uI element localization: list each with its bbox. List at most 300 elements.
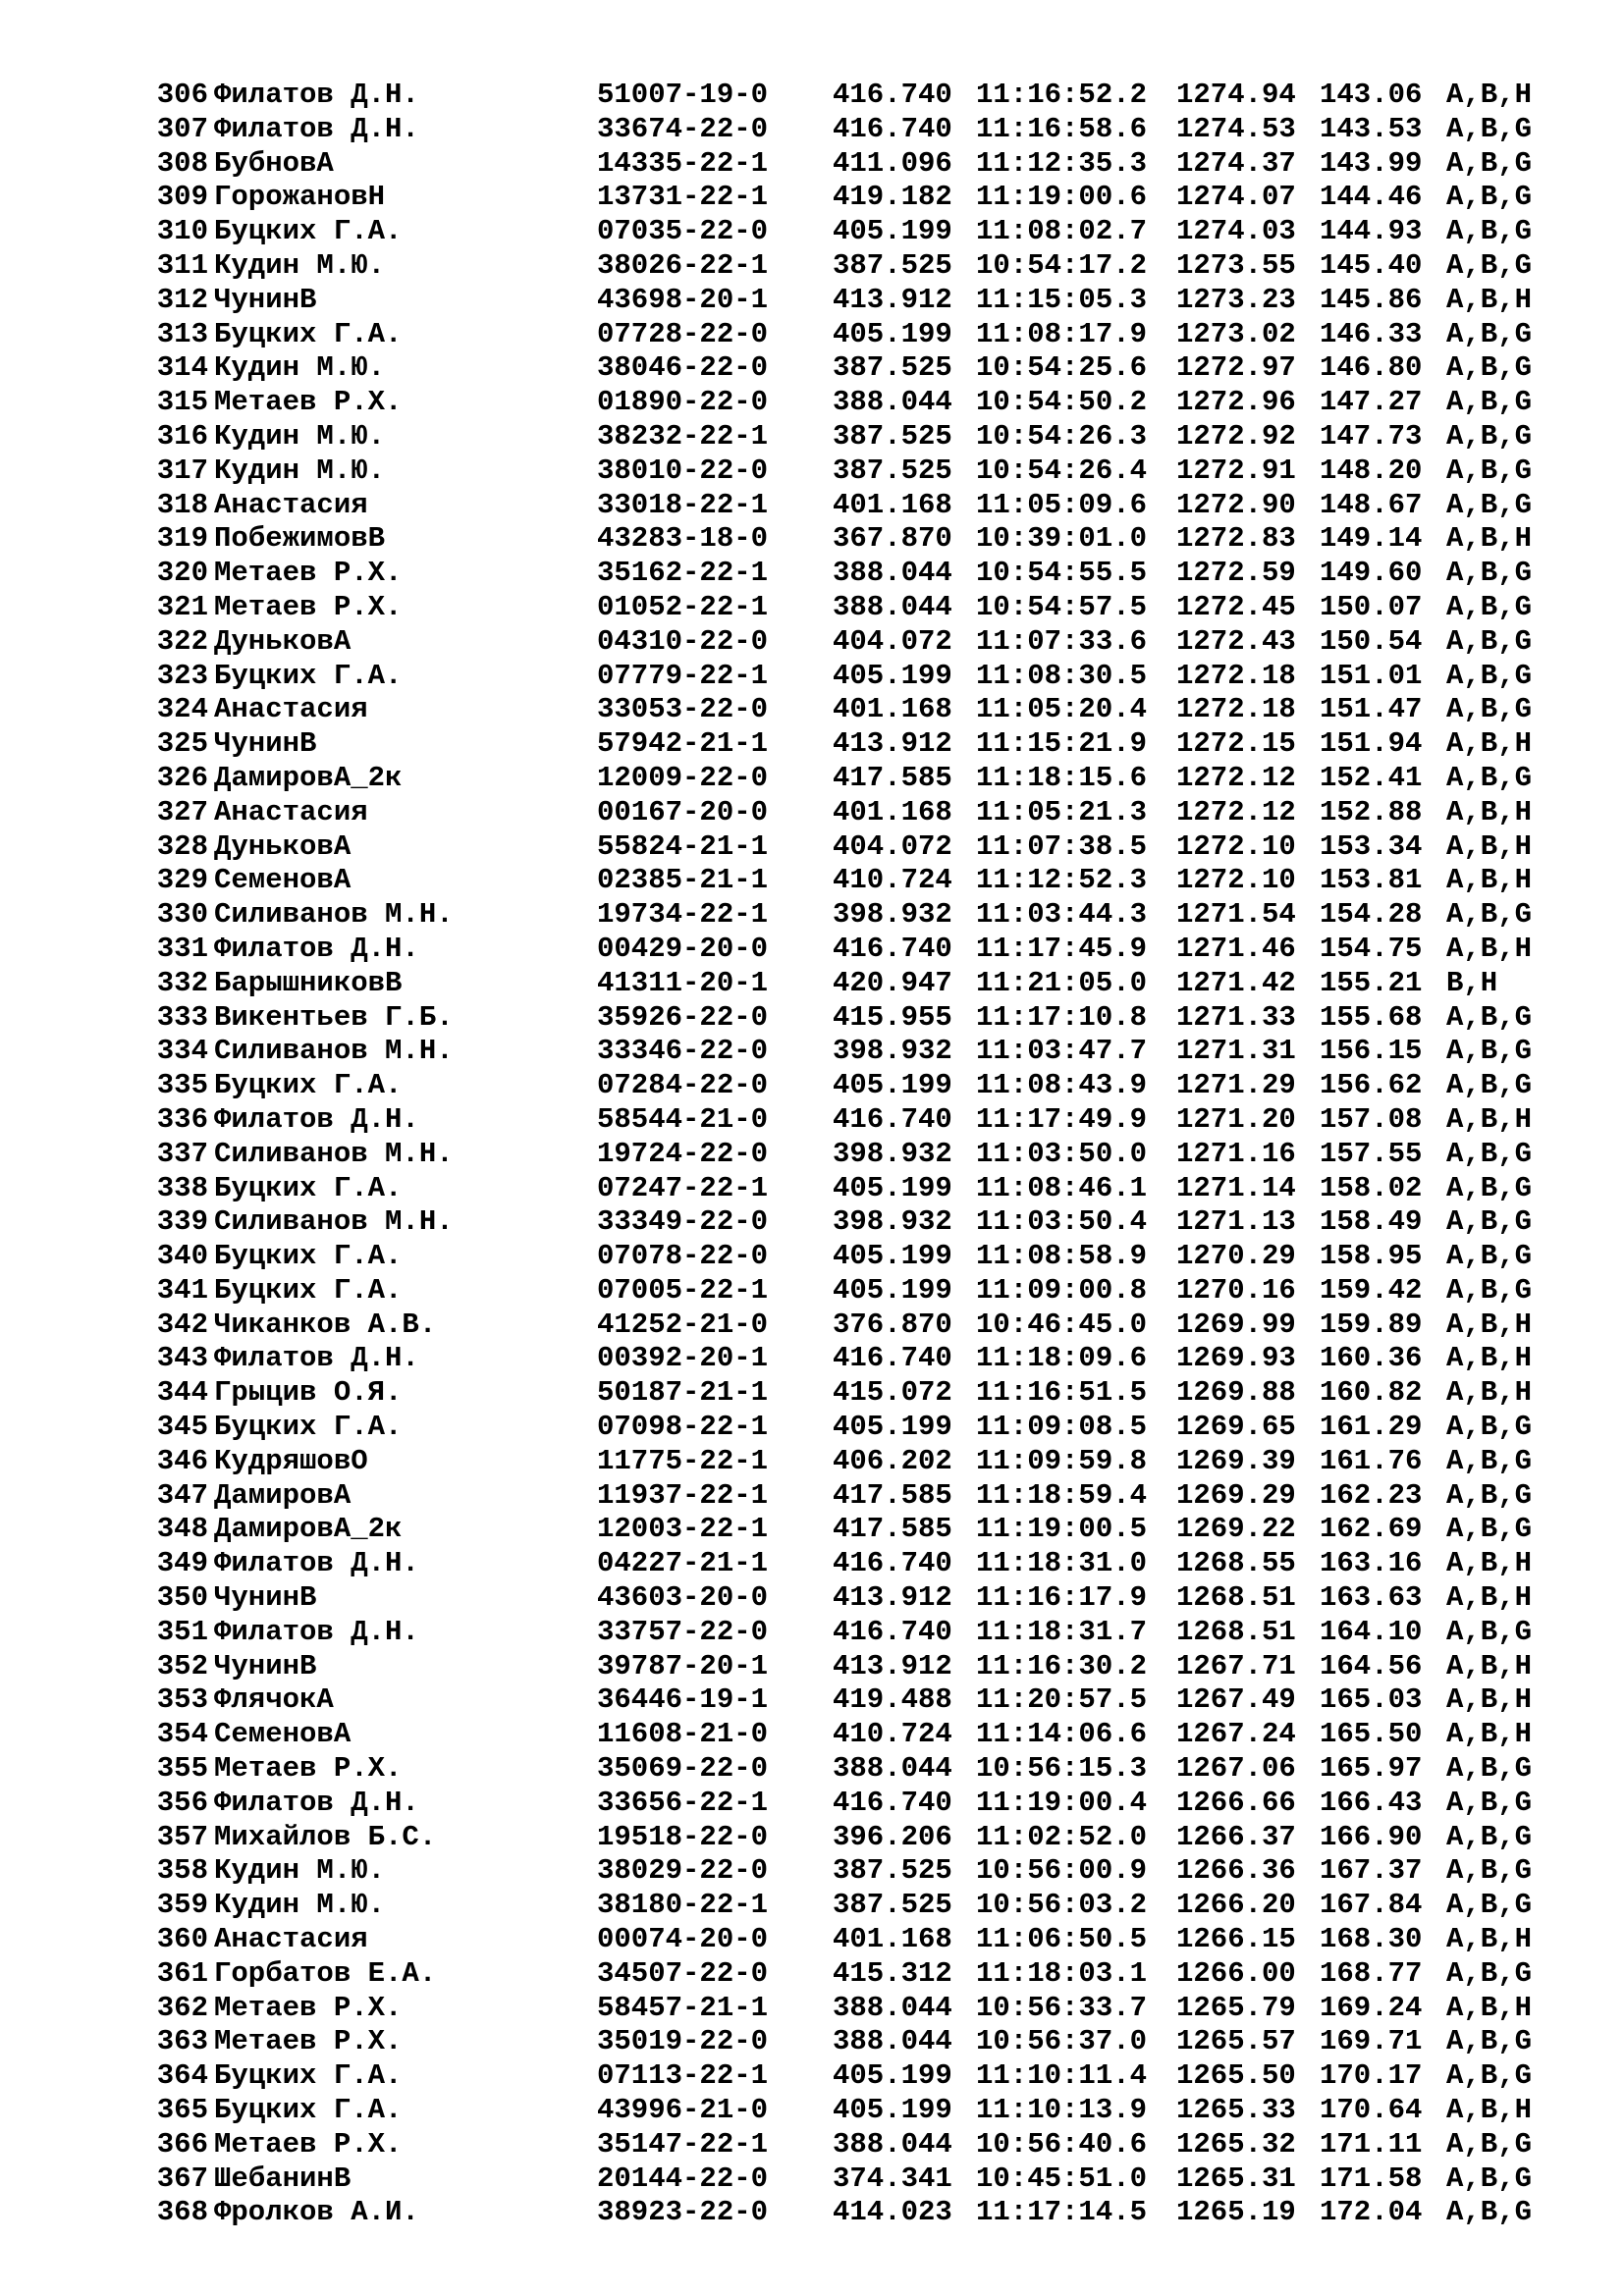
object-code: 43698-20-1 <box>597 283 769 316</box>
observer-name: Филатов Д.Н. <box>214 1786 419 1819</box>
object-code: 58544-21-0 <box>597 1102 769 1136</box>
rank: 350 <box>156 1581 208 1615</box>
delta: 165.50 <box>1320 1718 1423 1751</box>
delta: 146.33 <box>1320 317 1423 350</box>
delta: 152.88 <box>1320 795 1423 828</box>
rank: 339 <box>156 1205 208 1239</box>
frequency: 415.072 <box>833 1376 952 1410</box>
flags: A,B,G <box>1446 351 1533 385</box>
flags: A,B,G <box>1446 1035 1533 1068</box>
frequency: 417.585 <box>833 1478 952 1512</box>
time: 11:03:50.4 <box>976 1205 1148 1239</box>
rank: 320 <box>156 557 208 590</box>
rank: 315 <box>156 386 208 419</box>
frequency: 404.072 <box>833 829 952 863</box>
delta: 169.71 <box>1320 2025 1423 2058</box>
observer-name: Викентьев Г.Б. <box>214 1000 454 1034</box>
object-code: 38923-22-0 <box>597 2196 769 2229</box>
rank: 337 <box>156 1137 208 1170</box>
frequency: 398.932 <box>833 898 952 932</box>
delta: 145.40 <box>1320 248 1423 282</box>
rank: 336 <box>156 1102 208 1136</box>
rank: 359 <box>156 1889 208 1922</box>
result-row <box>0 454 1624 489</box>
flags: A,B,H <box>1446 932 1533 965</box>
time: 11:18:31.7 <box>976 1615 1148 1648</box>
flags: A,B,G <box>1446 1820 1533 1853</box>
time: 11:16:52.2 <box>976 79 1148 111</box>
score: 1265.79 <box>1176 1991 1296 2024</box>
time: 11:15:21.9 <box>976 727 1148 761</box>
object-code: 04227-21-1 <box>597 1547 769 1580</box>
rank: 363 <box>156 2025 208 2058</box>
observer-name: Буцких Г.А. <box>214 1273 403 1307</box>
object-code: 35069-22-0 <box>597 1752 769 1786</box>
time: 10:54:55.5 <box>976 557 1148 590</box>
flags: A,B,G <box>1446 1205 1533 1239</box>
frequency: 420.947 <box>833 966 952 999</box>
frequency: 410.724 <box>833 864 952 897</box>
observer-name: Буцких Г.А. <box>214 2059 403 2093</box>
result-row <box>0 727 1624 762</box>
result-row <box>0 762 1624 796</box>
frequency: 401.168 <box>833 795 952 828</box>
frequency: 405.199 <box>833 1069 952 1102</box>
object-code: 00429-20-0 <box>597 932 769 965</box>
score: 1270.29 <box>1176 1240 1296 1273</box>
observer-name: ДуньковА <box>214 624 352 658</box>
time: 11:20:57.5 <box>976 1683 1148 1717</box>
delta: 149.60 <box>1320 557 1423 590</box>
observer-name: Буцких Г.А. <box>214 215 403 248</box>
score: 1270.16 <box>1176 1273 1296 1307</box>
frequency: 398.932 <box>833 1035 952 1068</box>
object-code: 00167-20-0 <box>597 795 769 828</box>
result-row <box>0 660 1624 694</box>
time: 10:54:57.5 <box>976 590 1148 623</box>
flags: A,B,H <box>1446 1342 1533 1375</box>
score: 1271.33 <box>1176 1000 1296 1034</box>
score: 1267.06 <box>1176 1752 1296 1786</box>
score: 1272.15 <box>1176 727 1296 761</box>
delta: 155.21 <box>1320 966 1423 999</box>
object-code: 00392-20-1 <box>597 1342 769 1375</box>
observer-name: Буцких Г.А. <box>214 1069 403 1102</box>
time: 11:12:35.3 <box>976 146 1148 180</box>
result-row <box>0 625 1624 660</box>
rank: 326 <box>156 761 208 794</box>
frequency: 405.199 <box>833 1240 952 1273</box>
rank: 352 <box>156 1649 208 1682</box>
score: 1272.90 <box>1176 488 1296 521</box>
rank: 335 <box>156 1069 208 1102</box>
flags: B,H <box>1446 966 1498 999</box>
delta: 145.86 <box>1320 283 1423 316</box>
score: 1269.93 <box>1176 1342 1296 1375</box>
flags: A,B,G <box>1446 317 1533 350</box>
observer-name: Буцких Г.А. <box>214 1240 403 1273</box>
delta: 158.95 <box>1320 1240 1423 1273</box>
observer-name: Метаев Р.Х. <box>214 1991 403 2024</box>
delta: 146.80 <box>1320 351 1423 385</box>
score: 1269.65 <box>1176 1411 1296 1444</box>
observer-name: Буцких Г.А. <box>214 659 403 692</box>
object-code: 33018-22-1 <box>597 488 769 521</box>
flags: A,B,G <box>1446 590 1533 623</box>
object-code: 12003-22-1 <box>597 1513 769 1546</box>
delta: 157.08 <box>1320 1102 1423 1136</box>
flags: A,B,G <box>1446 1411 1533 1444</box>
delta: 166.90 <box>1320 1820 1423 1853</box>
observer-name: ЧунинВ <box>214 727 317 761</box>
observer-name: ШебанинВ <box>214 2162 352 2195</box>
object-code: 43603-20-0 <box>597 1581 769 1615</box>
object-code: 38046-22-0 <box>597 351 769 385</box>
object-code: 11937-22-1 <box>597 1478 769 1512</box>
object-code: 11608-21-0 <box>597 1718 769 1751</box>
time: 11:08:30.5 <box>976 659 1148 692</box>
observer-name: Метаев Р.Х. <box>214 590 403 623</box>
time: 10:45:51.0 <box>976 2162 1148 2195</box>
flags: A,B,G <box>1446 693 1533 726</box>
delta: 158.49 <box>1320 1205 1423 1239</box>
rank: 365 <box>156 2094 208 2127</box>
time: 10:54:25.6 <box>976 351 1148 385</box>
object-code: 38180-22-1 <box>597 1889 769 1922</box>
time: 11:08:43.9 <box>976 1069 1148 1102</box>
frequency: 405.199 <box>833 2094 952 2127</box>
flags: A,B,G <box>1446 2025 1533 2058</box>
result-row <box>0 557 1624 591</box>
score: 1266.20 <box>1176 1889 1296 1922</box>
score: 1268.51 <box>1176 1615 1296 1648</box>
flags: A,B,H <box>1446 1102 1533 1136</box>
frequency: 405.199 <box>833 1411 952 1444</box>
object-code: 00074-20-0 <box>597 1923 769 1956</box>
result-row <box>0 1650 1624 1684</box>
flags: A,B,H <box>1446 283 1533 316</box>
flags: A,B,G <box>1446 1615 1533 1648</box>
result-row <box>0 318 1624 352</box>
flags: A,B,H <box>1446 1923 1533 1956</box>
object-code: 55824-21-1 <box>597 829 769 863</box>
object-code: 38232-22-1 <box>597 419 769 453</box>
frequency: 405.199 <box>833 215 952 248</box>
frequency: 416.740 <box>833 1102 952 1136</box>
score: 1272.97 <box>1176 351 1296 385</box>
time: 11:08:02.7 <box>976 215 1148 248</box>
frequency: 413.912 <box>833 1649 952 1682</box>
time: 11:06:50.5 <box>976 1923 1148 1956</box>
delta: 164.10 <box>1320 1615 1423 1648</box>
rank: 348 <box>156 1513 208 1546</box>
object-code: 36446-19-1 <box>597 1683 769 1717</box>
time: 11:18:03.1 <box>976 1956 1148 1990</box>
frequency: 413.912 <box>833 1581 952 1615</box>
time: 11:09:59.8 <box>976 1444 1148 1477</box>
delta: 159.42 <box>1320 1273 1423 1307</box>
rank: 347 <box>156 1478 208 1512</box>
frequency: 413.912 <box>833 283 952 316</box>
score: 1272.10 <box>1176 829 1296 863</box>
object-code: 07247-22-1 <box>597 1171 769 1204</box>
object-code: 33053-22-0 <box>597 693 769 726</box>
frequency: 415.955 <box>833 1000 952 1034</box>
result-row <box>0 830 1624 865</box>
delta: 156.15 <box>1320 1035 1423 1068</box>
score: 1272.43 <box>1176 624 1296 658</box>
time: 11:03:44.3 <box>976 898 1148 932</box>
result-row <box>0 1821 1624 1855</box>
score: 1265.31 <box>1176 2162 1296 2195</box>
score: 1271.29 <box>1176 1069 1296 1102</box>
result-row <box>0 522 1624 557</box>
time: 11:17:49.9 <box>976 1102 1148 1136</box>
delta: 151.01 <box>1320 659 1423 692</box>
results-listing <box>0 79 1624 2230</box>
flags: A,B,G <box>1446 557 1533 590</box>
flags: A,B,G <box>1446 1786 1533 1819</box>
flags: A,B,G <box>1446 1956 1533 1990</box>
result-row <box>0 864 1624 898</box>
observer-name: ДамировА_2к <box>214 1513 403 1546</box>
object-code: 19724-22-0 <box>597 1137 769 1170</box>
object-code: 11775-22-1 <box>597 1444 769 1477</box>
frequency: 416.740 <box>833 79 952 111</box>
time: 11:16:51.5 <box>976 1376 1148 1410</box>
result-row <box>0 933 1624 967</box>
delta: 161.76 <box>1320 1444 1423 1477</box>
time: 10:56:00.9 <box>976 1854 1148 1888</box>
frequency: 405.199 <box>833 1273 952 1307</box>
time: 10:54:50.2 <box>976 386 1148 419</box>
rank: 318 <box>156 488 208 521</box>
frequency: 404.072 <box>833 624 952 658</box>
observer-name: БубновА <box>214 146 334 180</box>
delta: 165.03 <box>1320 1683 1423 1717</box>
delta: 169.24 <box>1320 1991 1423 2024</box>
frequency: 387.525 <box>833 454 952 487</box>
result-row <box>0 113 1624 147</box>
delta: 143.06 <box>1320 79 1423 111</box>
score: 1265.33 <box>1176 2094 1296 2127</box>
delta: 144.46 <box>1320 181 1423 214</box>
flags: A,B,H <box>1446 727 1533 761</box>
result-row <box>0 1718 1624 1752</box>
time: 10:56:03.2 <box>976 1889 1148 1922</box>
object-code: 07078-22-0 <box>597 1240 769 1273</box>
flags: A,B,G <box>1446 1513 1533 1546</box>
result-row <box>0 1581 1624 1616</box>
delta: 170.64 <box>1320 2094 1423 2127</box>
object-code: 07779-22-1 <box>597 659 769 692</box>
rank: 364 <box>156 2059 208 2093</box>
time: 10:56:37.0 <box>976 2025 1148 2058</box>
delta: 163.63 <box>1320 1581 1423 1615</box>
time: 11:15:05.3 <box>976 283 1148 316</box>
delta: 171.58 <box>1320 2162 1423 2195</box>
observer-name: Силиванов М.Н. <box>214 898 454 932</box>
observer-name: Метаев Р.Х. <box>214 2127 403 2161</box>
object-code: 20144-22-0 <box>597 2162 769 2195</box>
frequency: 388.044 <box>833 590 952 623</box>
result-row <box>0 420 1624 454</box>
object-code: 43996-21-0 <box>597 2094 769 2127</box>
score: 1273.55 <box>1176 248 1296 282</box>
score: 1268.55 <box>1176 1547 1296 1580</box>
score: 1269.29 <box>1176 1478 1296 1512</box>
rank: 361 <box>156 1956 208 1990</box>
rank: 340 <box>156 1240 208 1273</box>
result-row <box>0 1308 1624 1343</box>
object-code: 38026-22-1 <box>597 248 769 282</box>
observer-name: ЧунинВ <box>214 1581 317 1615</box>
observer-name: ГорожановН <box>214 181 386 214</box>
observer-name: Филатов Д.Н. <box>214 932 419 965</box>
time: 11:18:15.6 <box>976 761 1148 794</box>
time: 10:46:45.0 <box>976 1308 1148 1341</box>
delta: 155.68 <box>1320 1000 1423 1034</box>
result-row <box>0 898 1624 933</box>
rank: 366 <box>156 2127 208 2161</box>
flags: A,B,G <box>1446 146 1533 180</box>
delta: 150.54 <box>1320 624 1423 658</box>
time: 11:03:47.7 <box>976 1035 1148 1068</box>
observer-name: Фролков А.И. <box>214 2196 419 2229</box>
observer-name: Филатов Д.Н. <box>214 1547 419 1580</box>
flags: A,B,G <box>1446 624 1533 658</box>
score: 1269.99 <box>1176 1308 1296 1341</box>
observer-name: Кудин М.Ю. <box>214 351 386 385</box>
result-row <box>0 1205 1624 1240</box>
observer-name: Силиванов М.Н. <box>214 1205 454 1239</box>
flags: A,B,G <box>1446 2162 1533 2195</box>
frequency: 388.044 <box>833 2025 952 2058</box>
frequency: 388.044 <box>833 2127 952 2161</box>
score: 1265.19 <box>1176 2196 1296 2229</box>
result-row <box>0 1616 1624 1650</box>
score: 1269.39 <box>1176 1444 1296 1477</box>
frequency: 387.525 <box>833 351 952 385</box>
observer-name: ДуньковА <box>214 829 352 863</box>
time: 11:18:09.6 <box>976 1342 1148 1375</box>
rank: 346 <box>156 1444 208 1477</box>
score: 1274.03 <box>1176 215 1296 248</box>
rank: 362 <box>156 1991 208 2024</box>
flags: A,B,H <box>1446 864 1533 897</box>
frequency: 387.525 <box>833 1854 952 1888</box>
rank: 323 <box>156 659 208 692</box>
result-row <box>0 1138 1624 1172</box>
delta: 152.41 <box>1320 761 1423 794</box>
object-code: 33674-22-0 <box>597 112 769 145</box>
flags: A,B,G <box>1446 1137 1533 1170</box>
score: 1271.31 <box>1176 1035 1296 1068</box>
rank: 322 <box>156 624 208 658</box>
frequency: 405.199 <box>833 1171 952 1204</box>
flags: A,B,G <box>1446 215 1533 248</box>
flags: A,B,G <box>1446 488 1533 521</box>
object-code: 19734-22-1 <box>597 898 769 932</box>
time: 11:02:52.0 <box>976 1820 1148 1853</box>
rank: 328 <box>156 829 208 863</box>
frequency: 416.740 <box>833 932 952 965</box>
score: 1271.20 <box>1176 1102 1296 1136</box>
frequency: 413.912 <box>833 727 952 761</box>
rank: 356 <box>156 1786 208 1819</box>
observer-name: Анастасия <box>214 1923 368 1956</box>
rank: 368 <box>156 2196 208 2229</box>
score: 1272.92 <box>1176 419 1296 453</box>
rank: 313 <box>156 317 208 350</box>
delta: 151.47 <box>1320 693 1423 726</box>
flags: A,B,G <box>1446 761 1533 794</box>
observer-name: Кудин М.Ю. <box>214 248 386 282</box>
flags: A,B,G <box>1446 386 1533 419</box>
flags: A,B,H <box>1446 1718 1533 1751</box>
object-code: 41252-21-0 <box>597 1308 769 1341</box>
score: 1266.37 <box>1176 1820 1296 1853</box>
observer-name: Филатов Д.Н. <box>214 1342 419 1375</box>
rank: 358 <box>156 1854 208 1888</box>
flags: A,B,H <box>1446 829 1533 863</box>
observer-name: КудряшовО <box>214 1444 368 1477</box>
score: 1271.16 <box>1176 1137 1296 1170</box>
frequency: 367.870 <box>833 522 952 556</box>
flags: A,B,G <box>1446 1752 1533 1786</box>
time: 11:16:58.6 <box>976 112 1148 145</box>
rank: 342 <box>156 1308 208 1341</box>
result-row <box>0 1411 1624 1445</box>
object-code: 12009-22-0 <box>597 761 769 794</box>
result-row <box>0 1376 1624 1411</box>
delta: 144.93 <box>1320 215 1423 248</box>
observer-name: Филатов Д.Н. <box>214 79 419 111</box>
delta: 153.81 <box>1320 864 1423 897</box>
time: 10:54:17.2 <box>976 248 1148 282</box>
observer-name: ПобежимовВ <box>214 522 386 556</box>
frequency: 415.312 <box>833 1956 952 1990</box>
observer-name: БарышниковВ <box>214 966 403 999</box>
object-code: 04310-22-0 <box>597 624 769 658</box>
observer-name: СеменовА <box>214 864 352 897</box>
object-code: 57942-21-1 <box>597 727 769 761</box>
score: 1274.37 <box>1176 146 1296 180</box>
flags: A,B,G <box>1446 1478 1533 1512</box>
observer-name: Чиканков А.В. <box>214 1308 437 1341</box>
frequency: 388.044 <box>833 1991 952 2024</box>
result-row <box>0 2094 1624 2128</box>
score: 1273.02 <box>1176 317 1296 350</box>
result-row <box>0 1547 1624 1581</box>
observer-name: ЧунинВ <box>214 1649 317 1682</box>
time: 11:05:09.6 <box>976 488 1148 521</box>
result-row <box>0 181 1624 215</box>
rank: 314 <box>156 351 208 385</box>
flags: A,B,G <box>1446 1444 1533 1477</box>
flags: A,B,G <box>1446 1240 1533 1273</box>
observer-name: Метаев Р.Х. <box>214 1752 403 1786</box>
result-row <box>0 79 1624 113</box>
observer-name: ФлячокА <box>214 1683 334 1717</box>
flags: A,B,H <box>1446 1547 1533 1580</box>
frequency: 406.202 <box>833 1444 952 1477</box>
score: 1265.57 <box>1176 2025 1296 2058</box>
delta: 167.37 <box>1320 1854 1423 1888</box>
rank: 321 <box>156 590 208 623</box>
time: 11:17:10.8 <box>976 1000 1148 1034</box>
frequency: 387.525 <box>833 248 952 282</box>
